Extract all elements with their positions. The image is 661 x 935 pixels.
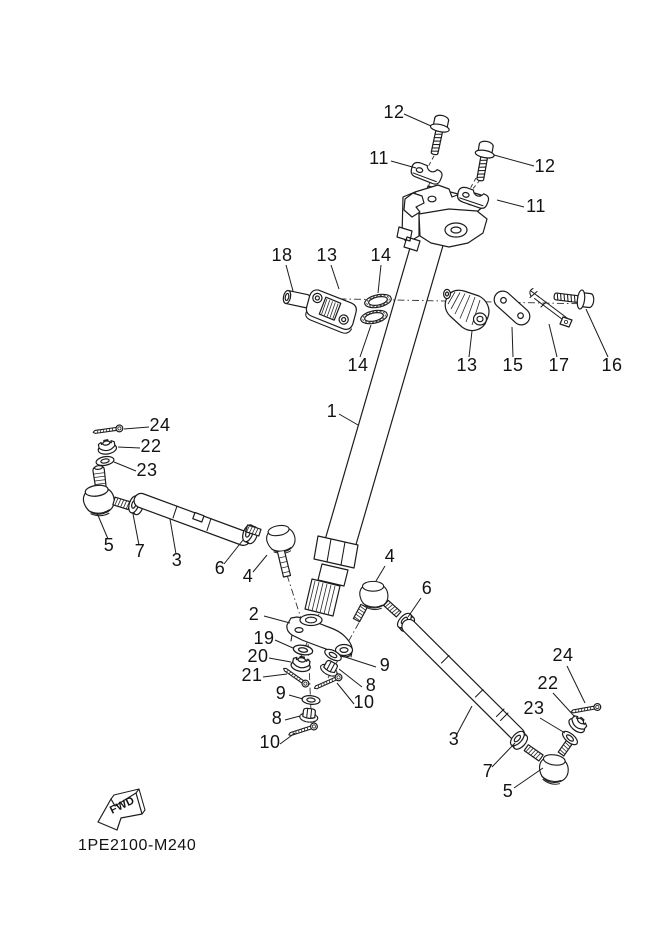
leader-line — [378, 265, 381, 293]
leader-line — [494, 155, 534, 166]
callout-number: 11 — [526, 196, 546, 216]
callout-number: 10 — [259, 732, 281, 752]
bolt-16 — [553, 287, 595, 311]
callout-number: 5 — [502, 781, 514, 801]
callout-number: 7 — [134, 541, 146, 561]
callout-number: 3 — [171, 550, 183, 570]
leader-line — [512, 327, 513, 357]
callout-number: 7 — [482, 761, 494, 781]
callout-number: 9 — [275, 683, 287, 703]
callout-number: 4 — [242, 566, 254, 586]
leader-line — [391, 161, 416, 168]
callout-number: 22 — [140, 436, 162, 456]
bushing-13-right — [444, 289, 489, 330]
callout-16-11 — [586, 309, 623, 375]
leader-line — [170, 519, 176, 554]
callout-number: 8 — [365, 675, 377, 695]
callout-7-37 — [483, 743, 515, 781]
callout-number: 23 — [523, 698, 545, 718]
clamp-bolt-12-left — [425, 114, 452, 157]
callout-13-8 — [456, 331, 477, 375]
callout-22-14 — [118, 436, 162, 456]
callout-number: 23 — [136, 460, 158, 480]
callout-number: 11 — [369, 148, 389, 168]
callout-19-24 — [253, 628, 293, 648]
leader-line — [540, 718, 565, 733]
callout-number: 6 — [421, 578, 433, 598]
leader-line — [224, 540, 243, 564]
callout-11-3 — [497, 196, 546, 216]
cotter-pin-24-right — [571, 703, 602, 715]
leader-line — [286, 265, 293, 291]
leader-line — [404, 114, 431, 126]
callout-number: 15 — [502, 355, 524, 375]
leader-line — [567, 666, 585, 703]
callout-number: 8 — [271, 708, 283, 728]
leader-line — [553, 693, 575, 717]
leader-line — [275, 640, 293, 648]
callout-9-30 — [276, 683, 303, 703]
leader-line — [269, 658, 291, 662]
callout-6-19 — [215, 540, 243, 578]
callout-number: 13 — [456, 355, 478, 375]
callout-number: 9 — [379, 655, 391, 675]
callout-23-35 — [523, 698, 565, 733]
leader-line — [586, 309, 608, 357]
clamp-bolt-12-right — [471, 140, 497, 182]
callout-number: 4 — [384, 546, 396, 566]
leader-line — [376, 566, 385, 581]
leader-line — [331, 265, 339, 289]
leader-line — [342, 656, 376, 667]
callout-number: 2 — [248, 604, 260, 624]
callout-4-21 — [376, 546, 395, 581]
callout-3-18 — [170, 519, 182, 570]
callout-number: 24 — [552, 645, 574, 665]
callout-5-38 — [503, 768, 543, 801]
callout-number: 5 — [103, 535, 115, 555]
callout-8-31 — [272, 708, 300, 728]
callout-12-1 — [494, 155, 556, 176]
callout-20-25 — [247, 646, 291, 666]
callout-3-36 — [449, 706, 472, 749]
rod-end-5-left — [82, 465, 131, 518]
fwd-label: FWD — [108, 794, 137, 817]
callout-number: 20 — [247, 646, 269, 666]
callout-number: 12 — [534, 156, 556, 176]
callout-number: 6 — [214, 558, 226, 578]
callout-6-22 — [408, 578, 432, 617]
callout-number: 13 — [316, 245, 338, 265]
callout-number: 14 — [370, 245, 392, 265]
bushing-13-left — [303, 288, 359, 335]
washer-9-left — [302, 695, 321, 705]
callout-14-6 — [370, 245, 391, 293]
callout-number: 22 — [537, 673, 559, 693]
callout-13-5 — [316, 245, 339, 289]
callout-number: 17 — [548, 355, 570, 375]
diagram-code: 1PE2100-M240 — [78, 837, 197, 854]
callout-number: 3 — [448, 729, 460, 749]
callout-2-23 — [249, 604, 290, 624]
callout-14-7 — [347, 325, 371, 375]
callout-17-10 — [548, 324, 569, 375]
rod-end-5-right — [524, 741, 572, 786]
leader-line — [408, 598, 421, 617]
leader-line — [289, 695, 303, 699]
callout-number: 10 — [353, 692, 375, 712]
leader-line — [264, 616, 290, 623]
washer-23-left — [95, 455, 114, 467]
leader-line — [339, 414, 358, 425]
callout-number: 24 — [149, 415, 171, 435]
leader-line — [492, 743, 515, 767]
leader-line — [549, 324, 557, 357]
leader-line — [114, 462, 136, 471]
leader-line — [339, 669, 362, 687]
bracket-plate-15 — [491, 288, 534, 329]
leader-line — [285, 716, 300, 720]
leader-line — [514, 768, 543, 788]
callout-9-27 — [342, 655, 390, 675]
callout-18-4 — [271, 245, 293, 291]
o-ring-14-upper — [364, 292, 393, 310]
castle-nut-22-right — [566, 713, 589, 736]
callout-12-0 — [383, 102, 431, 126]
callout-23-15 — [114, 460, 158, 480]
callout-15-9 — [502, 327, 523, 375]
castle-nut-20 — [290, 655, 312, 673]
rod-end-4-left — [246, 523, 298, 577]
callout-number: 14 — [347, 355, 369, 375]
callout-number: 16 — [601, 355, 623, 375]
callout-11-2 — [369, 148, 416, 168]
fwd-arrow — [98, 789, 145, 830]
washer-19 — [293, 644, 314, 657]
callout-7-17 — [133, 514, 145, 561]
leader-line — [337, 683, 354, 704]
o-ring-14-lower — [360, 308, 389, 326]
rod-end-4-right — [353, 581, 401, 621]
callout-number: 19 — [253, 628, 275, 648]
leader-line — [280, 733, 295, 744]
callout-21-26 — [241, 665, 287, 685]
cotter-pin-10-right — [313, 673, 343, 691]
callout-4-20 — [243, 555, 267, 586]
cotter-pin-24-left — [93, 425, 124, 436]
callout-number: 18 — [271, 245, 293, 265]
callout-1-12 — [327, 401, 358, 425]
leader-line — [253, 555, 267, 572]
callout-number: 12 — [383, 102, 405, 122]
leader-line — [497, 200, 524, 207]
handlebar-clamp-11-left — [409, 161, 443, 185]
nut-8-left — [299, 708, 318, 723]
tie-rod-3-left — [134, 493, 250, 545]
callout-number: 21 — [241, 665, 263, 685]
leader-line — [263, 674, 287, 677]
callout-5-16 — [97, 513, 114, 555]
castle-nut-22-left — [97, 439, 118, 456]
leader-line — [118, 447, 140, 448]
leader-line — [469, 331, 472, 357]
callout-24-13 — [124, 415, 171, 435]
leader-line — [360, 325, 371, 357]
leader-line — [124, 427, 149, 429]
callout-number: 1 — [326, 401, 338, 421]
